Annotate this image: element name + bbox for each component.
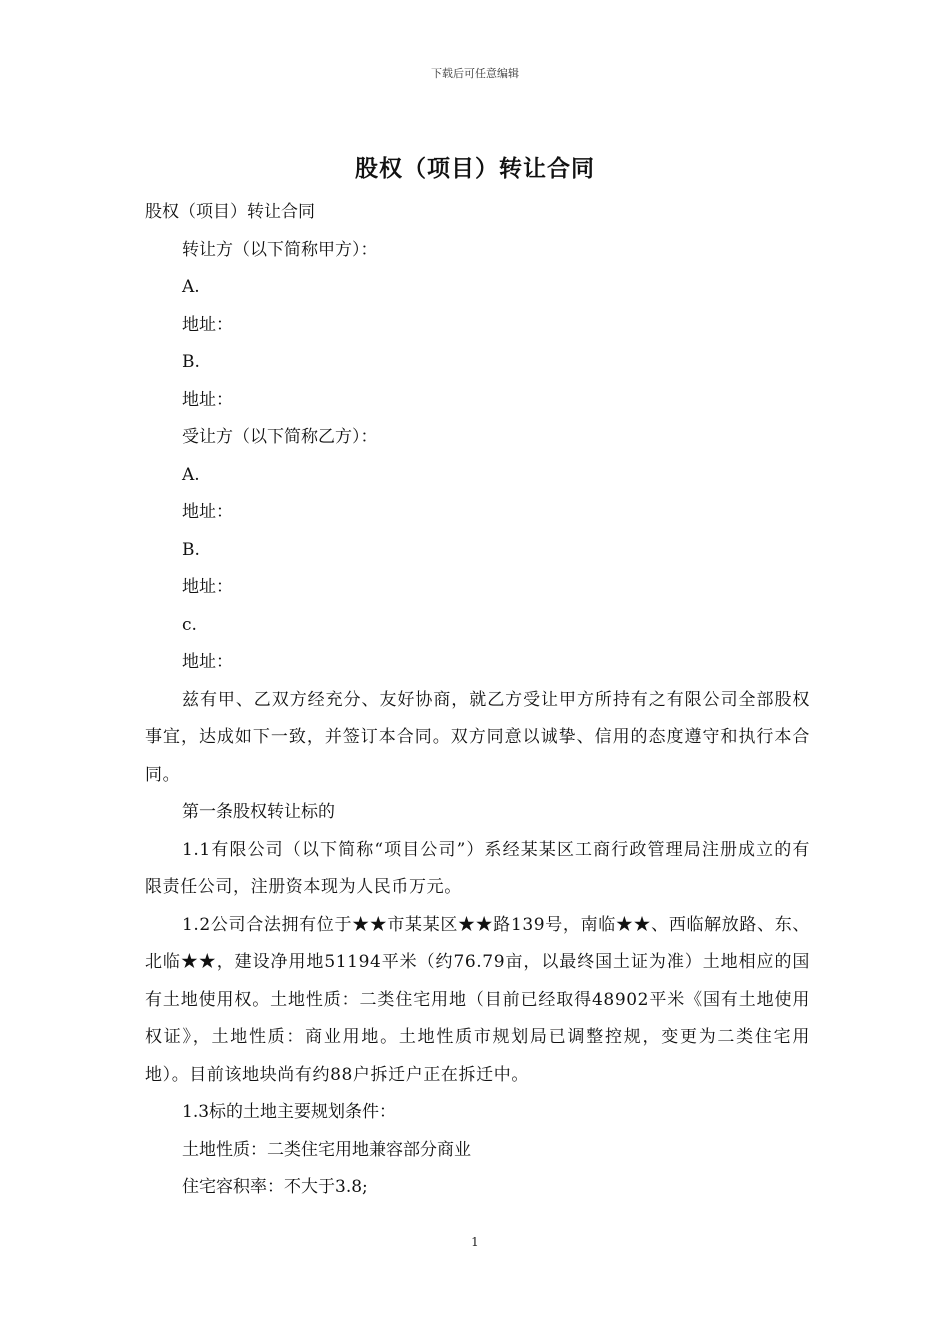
party-a-item-label: A. <box>182 277 200 297</box>
party-b-item-label: A. <box>182 464 200 485</box>
party-b-item-address: 地址： <box>182 577 233 597</box>
page-header: 下载后可任意编辑 <box>431 67 519 80</box>
land-nature: 土地性质：二类住宅用地兼容部分商业 <box>182 1139 471 1160</box>
party-b-item-address: 地址： <box>182 502 233 522</box>
party-b-item-label: B. <box>182 539 200 560</box>
document-body <box>145 194 810 1207</box>
clause-1-1: 1.1有限公司（以下简称“项目公司”）系经某某区工商行政管理局注册成立的有限责任公司，注册资本现为人民币万元。 <box>145 839 810 897</box>
party-a-heading: 转让方（以下简称甲方）： <box>182 239 378 260</box>
party-a-item-address: 地址： <box>182 389 233 410</box>
document-title: 股权（项目）转让合同 <box>355 155 595 182</box>
party-a-item-label: B. <box>182 352 200 372</box>
party-b-item-address: 地址： <box>182 652 233 672</box>
party-b-heading: 受让方（以下简称乙方）： <box>182 427 378 447</box>
clause-1-3: 1.3标的土地主要规划条件： <box>182 1102 397 1122</box>
page-number: 1 <box>471 1235 479 1249</box>
intro-paragraph: 兹有甲、乙双方经充分、友好协商，就乙方受让甲方所持有之有限公司全部股权事宜，达成如下一致，并签订本合同。双方同意以诚挚、信用的态度遵守和执行本合同。 <box>145 689 810 785</box>
party-a-item-address: 地址： <box>182 314 233 335</box>
clause-1-2: 1.2公司合法拥有位于★★市某某区★★路139号，南临★★、西临解放路、东、北临★★，建设净用地51194平米（约76.79亩，以最终国土证为准）土地相应的国有土地使用权。土地性质：二类住宅用地（目前已经取得48902平米《国有土地使用权证》，土地性质：商业用地。土地性质市规划局已调整控规，变更为二类住宅用地）。目前该地块尚有约88户拆迁户正在拆迁中。 <box>145 914 810 1085</box>
floor-area-ratio: 住宅容积率：不大于3.8; <box>182 1177 368 1197</box>
article-1-heading: 第一条股权转让标的 <box>182 802 335 822</box>
party-b-item-label: c. <box>182 614 197 635</box>
subtitle: 股权（项目）转让合同 <box>145 202 315 222</box>
